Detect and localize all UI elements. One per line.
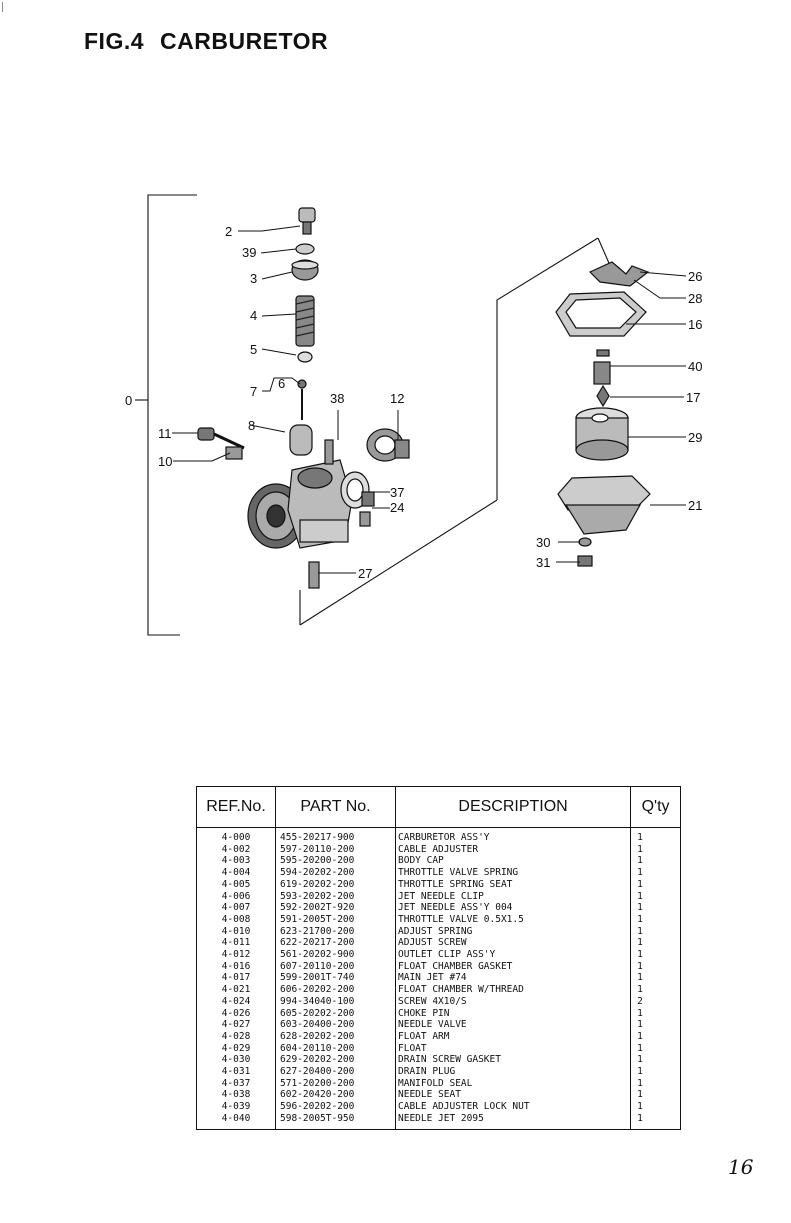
qty-cell: 1 bbox=[637, 972, 643, 984]
callout-label: 37 bbox=[390, 485, 405, 500]
table-row bbox=[197, 972, 681, 984]
table-row bbox=[197, 984, 681, 996]
table-row bbox=[197, 996, 681, 1008]
header-description: DESCRIPTION bbox=[396, 787, 631, 828]
ref-no-cell: 4-029 bbox=[197, 1043, 276, 1055]
ref-no-cell: 4-017 bbox=[197, 972, 276, 984]
parts-table bbox=[196, 786, 681, 1130]
callout-label: 21 bbox=[688, 498, 703, 513]
part-no-cell: 602-20420-200 bbox=[276, 1089, 396, 1101]
callout-label: 16 bbox=[688, 317, 703, 332]
description-cell: CHOKE PIN bbox=[396, 1008, 631, 1020]
callout-label: 2 bbox=[225, 224, 233, 239]
ref-no-cell: 4-005 bbox=[197, 879, 276, 891]
table-row bbox=[197, 855, 681, 867]
callout-label: 7 bbox=[250, 384, 258, 399]
qty-cell: 1 bbox=[637, 949, 643, 961]
part-no-cell: 599-2001T-740 bbox=[276, 972, 396, 984]
part-no-cell: 607-20110-200 bbox=[276, 961, 396, 973]
qty-cell: 1 bbox=[637, 843, 643, 855]
table-row bbox=[197, 1078, 681, 1090]
description-cell: OUTLET CLIP ASS'Y bbox=[396, 949, 631, 961]
callout-label: 24 bbox=[390, 500, 405, 515]
qty-cell: 1 bbox=[637, 1101, 643, 1113]
float-assembly-parts bbox=[556, 262, 650, 566]
description-cell: ADJUST SCREW bbox=[396, 937, 631, 949]
qty-cell: 2 bbox=[637, 995, 643, 1007]
part-no-cell: 597-20110-200 bbox=[276, 844, 396, 856]
callout-label: 28 bbox=[688, 291, 703, 306]
callout-label: 4 bbox=[250, 308, 258, 323]
table-row bbox=[197, 902, 681, 914]
callout-label: 8 bbox=[248, 418, 256, 433]
table-row bbox=[197, 1019, 681, 1031]
part-no-cell: 629-20202-200 bbox=[276, 1054, 396, 1066]
description-cell: FLOAT CHAMBER W/THREAD bbox=[396, 984, 631, 996]
ref-no-cell: 4-039 bbox=[197, 1101, 276, 1113]
qty-cell: 1 bbox=[637, 1089, 643, 1101]
ref-no-cell: 4-006 bbox=[197, 891, 276, 903]
parts-table-body bbox=[197, 828, 681, 1130]
ref-no-cell: 4-040 bbox=[197, 1113, 276, 1129]
qty-cell: 1 bbox=[637, 867, 643, 879]
description-cell: MANIFOLD SEAL bbox=[396, 1078, 631, 1090]
table-header-row bbox=[197, 787, 681, 828]
ref-no-cell: 4-012 bbox=[197, 949, 276, 961]
description-cell: THROTTLE VALVE 0.5X1.5 bbox=[396, 914, 631, 926]
ref-no-cell: 4-011 bbox=[197, 937, 276, 949]
description-cell: BODY CAP bbox=[396, 855, 631, 867]
qty-cell: 1 bbox=[637, 1112, 643, 1124]
table-row bbox=[197, 937, 681, 949]
table-row bbox=[197, 1054, 681, 1066]
description-cell: MAIN JET #74 bbox=[396, 972, 631, 984]
part-no-cell: 628-20202-200 bbox=[276, 1031, 396, 1043]
ref-no-cell: 4-021 bbox=[197, 984, 276, 996]
ref-no-cell: 4-030 bbox=[197, 1054, 276, 1066]
callout-label: 6 bbox=[278, 376, 286, 391]
qty-cell: 1 bbox=[637, 984, 643, 996]
ref-no-cell: 4-026 bbox=[197, 1008, 276, 1020]
page-number: 16 bbox=[728, 1155, 754, 1179]
table-row bbox=[197, 1008, 681, 1020]
qty-cell: 1 bbox=[637, 1019, 643, 1031]
table-row bbox=[197, 926, 681, 938]
qty-cell: 1 bbox=[637, 902, 643, 914]
description-cell: DRAIN SCREW GASKET bbox=[396, 1054, 631, 1066]
callout-label: 38 bbox=[330, 391, 345, 406]
description-cell: THROTTLE SPRING SEAT bbox=[396, 879, 631, 891]
part-no-cell: 571-20200-200 bbox=[276, 1078, 396, 1090]
ref-no-cell: 4-010 bbox=[197, 926, 276, 938]
ref-no-cell: 4-028 bbox=[197, 1031, 276, 1043]
ref-no-cell: 4-027 bbox=[197, 1019, 276, 1031]
qty-cell: 1 bbox=[637, 960, 643, 972]
qty-cell: 1 bbox=[637, 1030, 643, 1042]
table-row bbox=[197, 844, 681, 856]
description-cell: NEEDLE SEAT bbox=[396, 1089, 631, 1101]
qty-cell: 1 bbox=[637, 1007, 643, 1019]
ref-no-cell: 4-037 bbox=[197, 1078, 276, 1090]
description-cell: ADJUST SPRING bbox=[396, 926, 631, 938]
qty-cell: 1 bbox=[637, 890, 643, 902]
qty-cell: 1 bbox=[637, 913, 643, 925]
part-no-cell: 603-20400-200 bbox=[276, 1019, 396, 1031]
part-no-cell: 994-34040-100 bbox=[276, 996, 396, 1008]
description-cell: FLOAT CHAMBER GASKET bbox=[396, 961, 631, 973]
table-row bbox=[197, 1031, 681, 1043]
header-ref-no: REF.No. bbox=[197, 787, 276, 828]
description-cell: SCREW 4X10/S bbox=[396, 996, 631, 1008]
description-cell: DRAIN PLUG bbox=[396, 1066, 631, 1078]
callout-label: 17 bbox=[686, 390, 701, 405]
part-no-cell: 606-20202-200 bbox=[276, 984, 396, 996]
ref-no-cell: 4-024 bbox=[197, 996, 276, 1008]
qty-cell: 1 bbox=[637, 878, 643, 890]
part-no-cell: 595-20200-200 bbox=[276, 855, 396, 867]
table-row bbox=[197, 1066, 681, 1078]
ref-no-cell: 4-031 bbox=[197, 1066, 276, 1078]
ref-no-cell: 4-004 bbox=[197, 867, 276, 879]
callout-label: 0 bbox=[125, 393, 133, 408]
description-cell: CABLE ADJUSTER LOCK NUT bbox=[396, 1101, 631, 1113]
callout-label: 5 bbox=[250, 342, 258, 357]
callout-label: 11 bbox=[158, 426, 172, 441]
qty-cell: 1 bbox=[637, 855, 643, 867]
ref-no-cell: 4-002 bbox=[197, 844, 276, 856]
part-no-cell: 622-20217-200 bbox=[276, 937, 396, 949]
table-row bbox=[197, 1043, 681, 1055]
callout-label: 39 bbox=[242, 245, 257, 260]
header-qty: Q'ty bbox=[631, 787, 681, 828]
callout-label: 3 bbox=[250, 271, 258, 286]
part-no-cell: 604-20110-200 bbox=[276, 1043, 396, 1055]
part-no-cell: 455-20217-900 bbox=[276, 828, 396, 844]
ref-no-cell: 4-008 bbox=[197, 914, 276, 926]
part-no-cell: 619-20202-200 bbox=[276, 879, 396, 891]
part-no-cell: 594-20202-200 bbox=[276, 867, 396, 879]
table-row bbox=[197, 1113, 681, 1129]
table-row bbox=[197, 1089, 681, 1101]
table-row bbox=[197, 1101, 681, 1113]
description-cell: CABLE ADJUSTER bbox=[396, 844, 631, 856]
part-no-cell: 561-20202-900 bbox=[276, 949, 396, 961]
callout-label: 31 bbox=[536, 555, 551, 570]
part-no-cell: 591-2005T-200 bbox=[276, 914, 396, 926]
ref-no-cell: 4-007 bbox=[197, 902, 276, 914]
part-no-cell: 593-20202-200 bbox=[276, 891, 396, 903]
ref-no-cell: 4-000 bbox=[197, 828, 276, 844]
description-cell: JET NEEDLE ASS'Y 004 bbox=[396, 902, 631, 914]
callout-label: 26 bbox=[688, 269, 703, 284]
qty-cell: 1 bbox=[637, 1077, 643, 1089]
table-row bbox=[197, 914, 681, 926]
callout-label: 12 bbox=[390, 391, 405, 406]
callout-label: 30 bbox=[536, 535, 551, 550]
part-no-cell: 623-21700-200 bbox=[276, 926, 396, 938]
qty-cell: 1 bbox=[637, 1066, 643, 1078]
part-no-cell: 627-20400-200 bbox=[276, 1066, 396, 1078]
qty-cell: 1 bbox=[637, 1054, 643, 1066]
top-stack-parts bbox=[290, 208, 318, 455]
header-part-no: PART No. bbox=[276, 787, 396, 828]
ref-no-cell: 4-016 bbox=[197, 961, 276, 973]
table-row bbox=[197, 828, 681, 844]
table-row bbox=[197, 879, 681, 891]
qty-cell: 1 bbox=[637, 1042, 643, 1054]
ref-no-cell: 4-003 bbox=[197, 855, 276, 867]
description-cell: THROTTLE VALVE SPRING bbox=[396, 867, 631, 879]
qty-cell: 1 bbox=[637, 925, 643, 937]
qty-cell: 1 bbox=[637, 832, 643, 843]
callout-label: 27 bbox=[358, 566, 373, 581]
ref-no-cell: 4-038 bbox=[197, 1089, 276, 1101]
description-cell: JET NEEDLE CLIP bbox=[396, 891, 631, 903]
callout-label: 10 bbox=[158, 454, 173, 469]
description-cell: FLOAT bbox=[396, 1043, 631, 1055]
qty-cell: 1 bbox=[637, 937, 643, 949]
description-cell: NEEDLE VALVE bbox=[396, 1019, 631, 1031]
table-row bbox=[197, 891, 681, 903]
description-cell: NEEDLE JET 2095 bbox=[396, 1113, 631, 1129]
part-no-cell: 596-20202-200 bbox=[276, 1101, 396, 1113]
part-no-cell: 598-2005T-950 bbox=[276, 1113, 396, 1129]
table-row bbox=[197, 961, 681, 973]
callout-label: 29 bbox=[688, 430, 703, 445]
figure-label: FIG.4 bbox=[84, 28, 145, 54]
description-cell: CARBURETOR ASS'Y bbox=[396, 828, 631, 844]
description-cell: FLOAT ARM bbox=[396, 1031, 631, 1043]
callout-label: 40 bbox=[688, 359, 703, 374]
part-no-cell: 592-2002T-920 bbox=[276, 902, 396, 914]
table-row bbox=[197, 949, 681, 961]
part-no-cell: 605-20202-200 bbox=[276, 1008, 396, 1020]
figure-name: CARBURETOR bbox=[160, 28, 329, 54]
table-row bbox=[197, 867, 681, 879]
